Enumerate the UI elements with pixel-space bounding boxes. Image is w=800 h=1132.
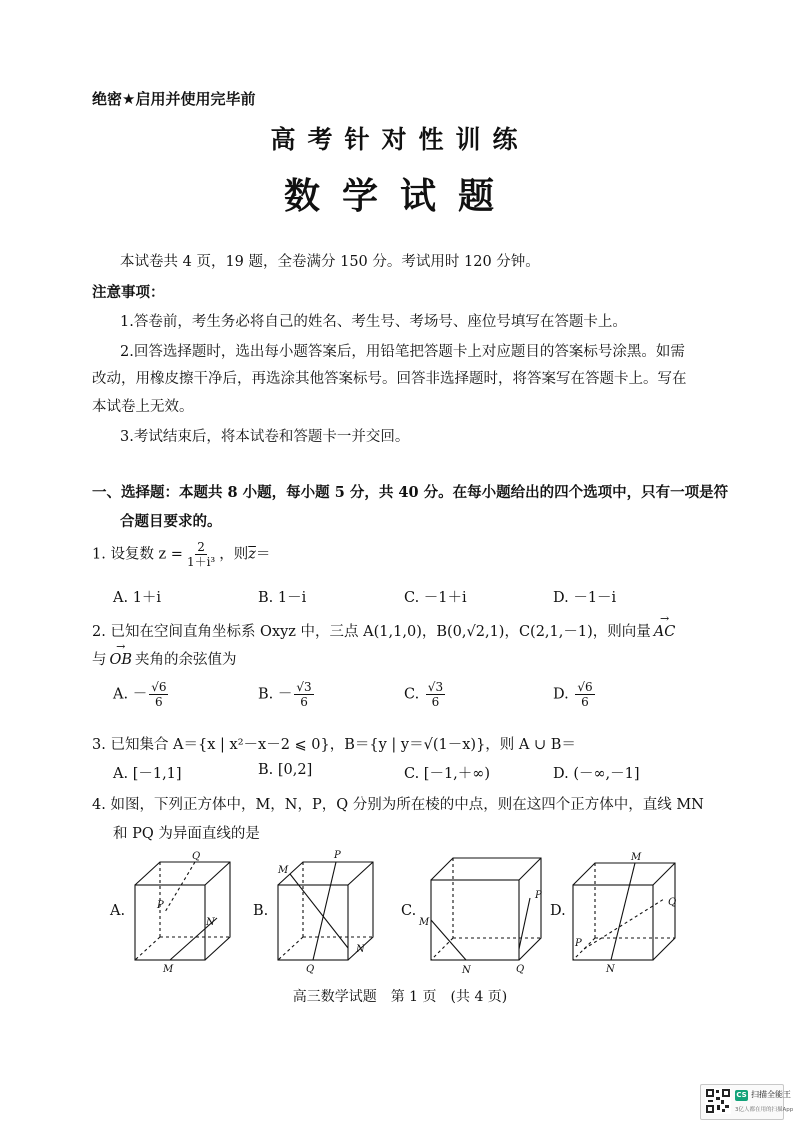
- label-m: M: [419, 917, 430, 928]
- cube-figure-c: [416, 850, 546, 975]
- question-3-option-b: B. [0,2]: [258, 762, 313, 778]
- figure-a-label: A.: [110, 903, 126, 919]
- label-p: P: [157, 900, 164, 911]
- subject-title: 数学试题: [283, 175, 516, 217]
- cube-figure-a: [125, 850, 235, 975]
- label-m: M: [278, 865, 289, 876]
- label-m: M: [163, 964, 174, 975]
- question-1-stem: [92, 540, 270, 569]
- section-1-heading: 一、选择题：本题共 8 小题，每小题 5 分，共 40 分。在每小题给出的四个选项中，只有一项是符: [92, 484, 729, 501]
- question-1-fraction: [185, 540, 217, 569]
- q2-d-label: D.: [553, 686, 569, 703]
- question-2-option-a: [113, 680, 170, 709]
- section-1-heading-cont: 合题目要求的。: [120, 513, 222, 530]
- question-2-stem: 2. 已知在空间直角坐标系 Oxyz 中，三点 A(1,1,0)，B(0,√2,1)，C(2,1,－1)，则向量: [92, 624, 651, 640]
- q2-d-fraction: [575, 680, 594, 709]
- question-2-line-2-prefix: 与: [92, 652, 107, 668]
- intro-text: 本试卷共 4 页，19 题，全卷满分 150 分。考试用时 120 分钟。: [120, 254, 540, 270]
- q2-b-label: B.: [258, 686, 274, 703]
- q2-c-num: √3: [427, 680, 444, 694]
- vector-ob: → OB: [110, 652, 133, 668]
- question-2-option-d: [553, 680, 597, 709]
- label-n: N: [206, 917, 215, 928]
- question-1-suffix-a: ，则: [219, 546, 249, 563]
- q2-d-num: √6: [577, 680, 593, 694]
- q2-c-den: 6: [431, 695, 440, 709]
- label-n: N: [356, 944, 365, 955]
- q2-a-label: A.: [113, 686, 129, 703]
- q2-a-fraction: [149, 680, 168, 709]
- label-p: P: [575, 938, 582, 949]
- label-n: N: [606, 964, 615, 975]
- notice-item-2-line-2: 改动，用橡皮擦干净后，再选涂其他答案标号。回答非选择题时，将答案写在答题卡上。写在: [92, 371, 687, 387]
- notice-heading: 注意事项：: [92, 284, 165, 301]
- vector-ac: → AC: [654, 624, 676, 640]
- question-2-option-b: [258, 680, 316, 709]
- figure-c-label: C.: [401, 903, 417, 919]
- question-1-suffix-b: ＝: [255, 546, 271, 563]
- question-2-line-2-suffix: 夹角的余弦值为: [135, 652, 237, 668]
- cube-figure-b: [268, 850, 378, 975]
- question-3-option-d: D. (－∞,－1]: [553, 766, 640, 782]
- figure-d-label: D.: [550, 903, 566, 919]
- label-p: P: [535, 890, 542, 901]
- question-2-line-2: [92, 648, 237, 669]
- question-2-line-1: [92, 620, 675, 641]
- label-q: Q: [516, 964, 525, 975]
- qr-code-icon: [705, 1088, 731, 1114]
- q2-c-fraction: [426, 680, 445, 709]
- q2-b-den: 6: [300, 695, 308, 709]
- scanner-watermark: [700, 1084, 794, 1120]
- question-1-option-b: B. 1－i: [258, 590, 307, 606]
- q2-a-sign: －: [132, 686, 148, 703]
- question-4-line-2: 和 PQ 为异面直线的是: [113, 826, 260, 842]
- question-4-line-1: 4. 如图，下列正方体中，M，N，P，Q 分别为所在棱的中点，则在这四个正方体中，直线 MN: [92, 797, 704, 813]
- page-footer: 高三数学试题 第 1 页 (共 4 页): [292, 989, 508, 1005]
- label-q: Q: [306, 964, 315, 975]
- figure-b-label: B.: [253, 903, 269, 919]
- q2-b-fraction: [294, 680, 313, 709]
- question-1-option-d: D. －1－i: [553, 590, 617, 606]
- q2-a-num: √6: [151, 680, 167, 694]
- scanner-app-name: 扫描全能王: [751, 1090, 791, 1099]
- label-p: P: [334, 850, 341, 861]
- question-3-option-c: C. [－1,＋∞): [404, 766, 491, 782]
- label-q: Q: [192, 851, 201, 862]
- label-m: M: [631, 852, 642, 863]
- question-1-frac-num: 2: [197, 540, 205, 554]
- question-1-prefix: 1. 设复数 z =: [92, 546, 183, 563]
- exam-title: 高考针对性训练: [270, 125, 530, 154]
- question-3-stem: 3. 已知集合 A＝{x | x²－x－2 ⩽ 0}，B＝{y | y＝√(1－x)}，则 A ∪ B＝: [92, 737, 576, 753]
- notice-item-1: 1.答卷前，考生务必将自己的姓名、考生号、考场号、座位号填写在答题卡上。: [120, 314, 627, 330]
- q2-b-sign: －: [277, 686, 293, 703]
- scanner-app-slogan: 3亿人都在用的扫描App: [735, 1107, 794, 1113]
- q2-a-den: 6: [155, 695, 163, 709]
- question-2-option-c: [404, 680, 447, 709]
- label-q: Q: [668, 897, 677, 908]
- notice-item-2-line-1: 2.回答选择题时，选出每小题答案后，用铅笔把答题卡上对应题目的答案标号涂黑。如需: [120, 344, 685, 360]
- question-1-zbar: $\overline{z}$: [248, 546, 256, 563]
- question-1-frac-den: 1＋i³: [186, 555, 216, 569]
- q2-b-num: √3: [296, 680, 312, 694]
- confidential-label: 绝密★启用并使用完毕前: [92, 90, 256, 108]
- question-1-option-a: A. 1＋i: [113, 590, 162, 606]
- notice-item-2-line-3: 本试卷上无效。: [92, 399, 194, 415]
- scanner-logo-icon: CS: [736, 1091, 747, 1099]
- label-n: N: [462, 965, 471, 975]
- question-1-option-c: C. －1＋i: [404, 590, 467, 606]
- q2-d-den: 6: [581, 695, 589, 709]
- question-3-option-a: A. [－1,1]: [113, 766, 182, 782]
- cube-figure-d: [565, 850, 680, 975]
- q2-c-label: C.: [404, 686, 420, 703]
- notice-item-3: 3.考试结束后，将本试卷和答题卡一并交回。: [120, 429, 410, 445]
